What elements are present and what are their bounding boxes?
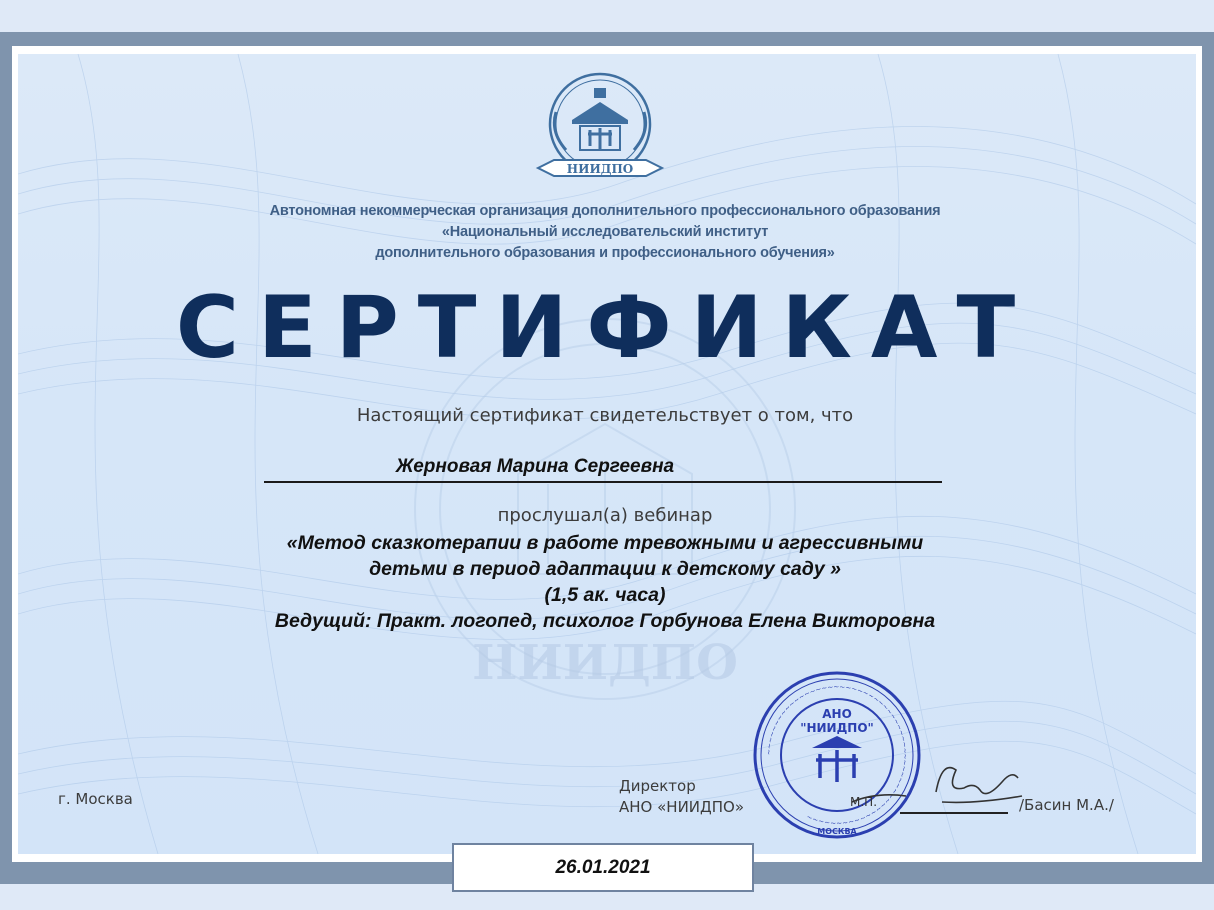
stamp-circular-text: ~~~~~~~~~~~~~~~~~~~~~~~~~~~~~~~~~~~~~~~~~~~~~~~~~~~~~~~~~~ xyxy=(764,682,910,828)
svg-text:НИИДПО: НИИДПО xyxy=(472,635,738,691)
director-signature xyxy=(846,752,1026,822)
logo-psi-icon xyxy=(588,128,612,150)
director-title: Директор xyxy=(619,777,696,795)
organization-line-1: Автономная некоммерческая организация дополнительного профессионального образования xyxy=(269,203,941,219)
recipient-underline xyxy=(264,481,942,483)
webinar-host: Ведущий: Практ. логопед, психолог Горбунова Елена Викторовна xyxy=(274,610,936,632)
director-block xyxy=(619,776,744,818)
listened-text: прослушал(а) вебинар xyxy=(497,505,713,526)
certificate-title: СЕРТИФИКАТ xyxy=(175,278,1035,378)
institute-logo xyxy=(532,72,668,190)
webinar-title-line-2: детьми в период адаптации к детскому саду » xyxy=(369,558,841,580)
webinar-hours: (1,5 ак. часа) xyxy=(544,584,666,606)
issue-date: 26.01.2021 xyxy=(555,857,651,878)
stamp-roof-icon xyxy=(812,736,862,748)
stamp-top-text: АНО xyxy=(822,707,852,721)
webinar-title-line-1: «Метод сказкотерапии в работе тревожными и агрессивными xyxy=(286,532,924,554)
logo-right-laurel-icon xyxy=(634,112,646,150)
logo-left-laurel-icon xyxy=(554,112,566,150)
logo-roof-icon xyxy=(572,102,628,124)
date-box xyxy=(452,843,754,892)
organization-line-3: дополнительного образования и профессионального обучения» xyxy=(375,245,835,261)
logo-emblem-icon xyxy=(594,88,606,98)
mp-label: М.П. xyxy=(850,795,878,809)
intro-text: Настоящий сертификат свидетельствует о том, что xyxy=(356,405,854,426)
stamp-bottom-text: МОСКВА xyxy=(817,827,857,836)
recipient-name: Жерновая Марина Сергеевна xyxy=(395,456,675,477)
city-label: г. Москва xyxy=(58,790,133,808)
organization-line-2: «Национальный исследовательский институт xyxy=(441,224,769,240)
director-organization: АНО «НИИДПО» xyxy=(619,798,744,816)
signer-name: /Басин М.А./ xyxy=(1019,796,1114,814)
stamp-center-text: "НИИДПО" xyxy=(800,721,874,735)
logo-text: НИИДПО xyxy=(566,162,634,176)
